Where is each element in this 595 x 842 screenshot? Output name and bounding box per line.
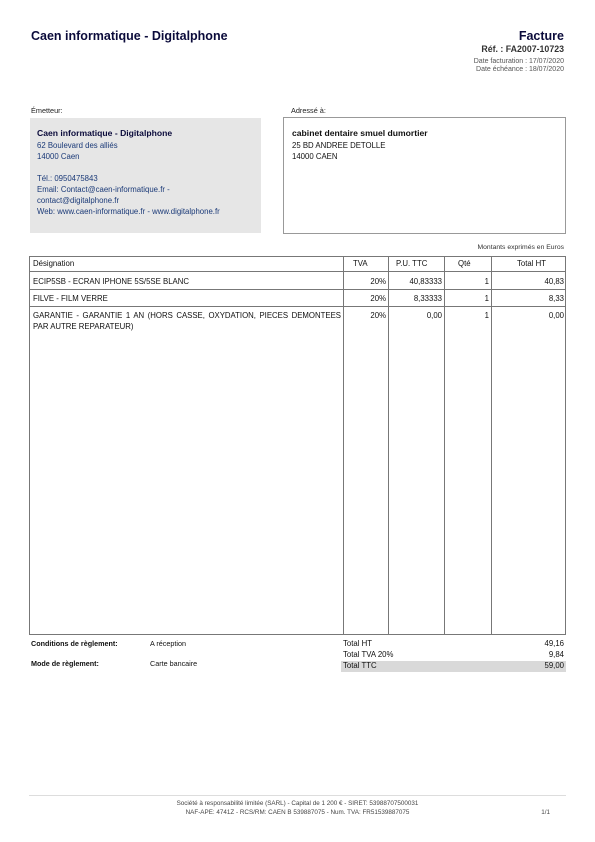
row-3-quantity: 1: [484, 311, 489, 320]
header-designation: Désignation: [33, 259, 75, 268]
payment-terms-label: Conditions de règlement:: [31, 639, 118, 648]
document-type: Facture: [518, 29, 564, 43]
header-quantity: Qté: [458, 259, 471, 268]
recipient-box: [283, 117, 566, 234]
company-title: Caen informatique - Digitalphone: [31, 29, 228, 43]
row-3-tva: 20%: [370, 311, 386, 320]
emitter-label: Émetteur:: [31, 106, 63, 115]
row-1-tva: 20%: [370, 277, 386, 286]
emitter-web: Web: www.caen-informatique.fr - www.digitalphone.fr: [37, 207, 220, 216]
recipient-address-2: 14000 CAEN: [292, 152, 338, 161]
recipient-name: cabinet dentaire smuel dumortier: [292, 128, 428, 138]
total-ttc-row: [341, 661, 566, 672]
total-tva-label: Total TVA 20%: [343, 650, 394, 659]
page-number: 1/1: [541, 809, 550, 816]
total-ht-label: Total HT: [343, 639, 373, 648]
due-date: Date échéance : 18/07/2020: [476, 66, 564, 73]
emitter-email-2: contact@digitalphone.fr: [37, 196, 120, 205]
row-1-designation: ECIP5SB - ECRAN IPHONE 5S/5SE BLANC: [33, 277, 189, 286]
emitter-address-1: 62 Boulevard des alliés: [37, 141, 118, 150]
row-1-quantity: 1: [484, 277, 489, 286]
row-2-unit-price: 8,33333: [413, 294, 442, 303]
total-ht-row: [341, 639, 566, 650]
total-ttc-label: Total TTC: [343, 661, 377, 670]
payment-terms-value: A réception: [150, 639, 186, 648]
total-tva-row: [341, 650, 566, 661]
payment-mode-label: Mode de règlement:: [31, 659, 99, 668]
header-total-ht: Total HT: [517, 259, 547, 268]
recipient-label: Adressé à:: [291, 106, 326, 115]
payment-mode-value: Carte bancaire: [150, 659, 198, 668]
emitter-phone: Tél.: 0950475843: [37, 174, 98, 183]
footer-legal-1: Société à responsabilité limitée (SARL) - Capital de 1 200 € - SIRET: 53988707500031: [176, 800, 419, 807]
line-items-table: [29, 256, 566, 635]
emitter-address-2: 14000 Caen: [37, 152, 80, 161]
row-1-total: 40,83: [544, 277, 564, 286]
row-2-tva: 20%: [370, 294, 386, 303]
total-tva-value: 9,84: [548, 650, 564, 659]
recipient-address-1: 25 BD ANDREE DETOLLE: [292, 141, 386, 150]
total-ht-value: 49,16: [544, 639, 564, 648]
invoice-reference: Réf. : FA2007-10723: [481, 44, 564, 54]
emitter-name: Caen informatique - Digitalphone: [37, 128, 173, 138]
emitter-email-1: Email: Contact@caen-informatique.fr -: [37, 185, 170, 194]
row-2-designation: FILVE - FILM VERRE: [33, 294, 108, 303]
header-tva: TVA: [353, 259, 368, 268]
footer-legal-2: NAF-APE: 4741Z - RCS/RM: CAEN B 539887075 - Num. TVA: FR51539887075: [185, 809, 410, 816]
header-unit-price: P.U. TTC: [396, 259, 428, 268]
footer-divider: [29, 795, 566, 796]
row-2-quantity: 1: [484, 294, 489, 303]
row-3-total: 0,00: [548, 311, 564, 320]
emitter-box: [30, 118, 261, 233]
total-ttc-value: 59,00: [544, 661, 564, 670]
row-2-total: 8,33: [548, 294, 564, 303]
row-1-unit-price: 40,83333: [409, 277, 442, 286]
currency-note: Montants exprimés en Euros: [477, 244, 564, 251]
invoice-date: Date facturation : 17/07/2020: [473, 58, 564, 65]
row-3-unit-price: 0,00: [426, 311, 442, 320]
row-3-designation: GARANTIE - GARANTIE 1 AN (HORS CASSE, OXYDATION, PIECES DEMONTEES PAR AUTRE REPARATEUR): [33, 311, 341, 331]
